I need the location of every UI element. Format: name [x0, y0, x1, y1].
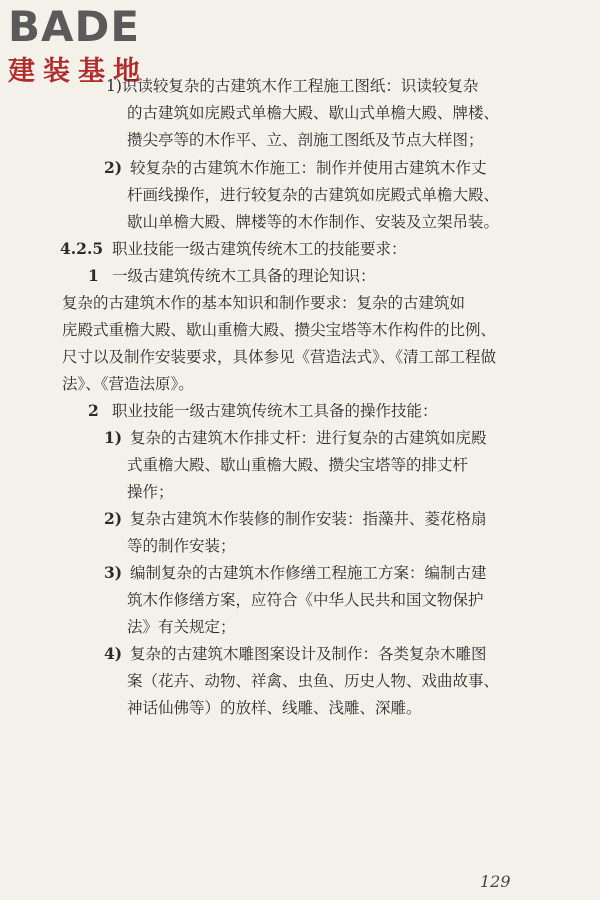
- text-line: 杆画线操作，进行较复杂的古建筑如庑殿式单檐大殿、: [127, 186, 500, 204]
- item-label: 2): [104, 509, 123, 528]
- subsection-number: 2: [88, 401, 99, 420]
- text-line: 尺寸以及制作安装要求，具体参见《营造法式》、《清工部工程做: [62, 348, 497, 366]
- text-line: 1)识读较复杂的古建筑木作工程施工图纸：识读较复杂: [106, 77, 479, 95]
- text-line: 职业技能一级古建筑传统木工具备的操作技能：: [112, 402, 438, 420]
- subsection-number: 1: [88, 266, 99, 285]
- logo-wordmark: BADE: [8, 2, 141, 51]
- text-line: 操作；: [127, 483, 174, 501]
- text-line: 筑木作修缮方案，应符合《中华人民共和国文物保护: [127, 591, 484, 609]
- text-line: 法》、《营造法原》。: [62, 375, 194, 393]
- text-line: 较复杂的古建筑木作施工：制作并使用古建筑木作丈: [130, 159, 487, 177]
- item-label: 2): [104, 158, 123, 177]
- item-label: 1): [104, 428, 123, 447]
- text-line: 案（花卉、动物、祥禽、虫鱼、历史人物、戏曲故事、: [127, 672, 500, 690]
- item-label: 4): [104, 644, 123, 663]
- item-label: 3): [104, 563, 123, 582]
- text-line: 编制复杂的古建筑木作修缮工程施工方案：编制古建: [130, 564, 487, 582]
- logo-subtitle: 建装基地: [8, 56, 148, 87]
- text-line: 复杂的古建筑木雕图案设计及制作：各类复杂木雕图: [130, 645, 487, 663]
- text-line: 复杂的古建筑木作排丈杆：进行复杂的古建筑如庑殿: [130, 429, 487, 447]
- text-line: 式重檐大殿、歇山重檐大殿、攒尖宝塔等的排丈杆: [127, 456, 469, 474]
- text-line: 复杂的古建筑木作的基本知识和制作要求：复杂的古建筑如: [62, 294, 466, 312]
- section-heading: 职业技能一级古建筑传统木工的技能要求：: [112, 240, 407, 258]
- page-number: 129: [480, 872, 511, 891]
- text-line: 法》有关规定；: [127, 618, 236, 636]
- text-line: 等的制作安装；: [127, 537, 236, 555]
- text-line: 歇山单檐大殿、牌楼等的木作制作、安装及立架吊装。: [127, 213, 500, 231]
- text-line: 复杂古建筑木作装修的制作安装：指藻井、菱花格扇: [130, 510, 487, 528]
- text-line: 神话仙佛等）的放样、线雕、浅雕、深雕。: [127, 699, 422, 717]
- text-line: 一级古建筑传统木工具备的理论知识：: [112, 267, 376, 285]
- text-line: 攒尖亭等的木作平、立、剖施工图纸及节点大样图；: [127, 131, 484, 149]
- text-line: 庑殿式重檐大殿、歇山重檐大殿、攒尖宝塔等木作构件的比例、: [62, 321, 497, 339]
- section-number: 4.2.5: [60, 239, 104, 258]
- text-line: 的古建筑如庑殿式单檐大殿、歇山式单檐大殿、牌楼、: [127, 104, 500, 122]
